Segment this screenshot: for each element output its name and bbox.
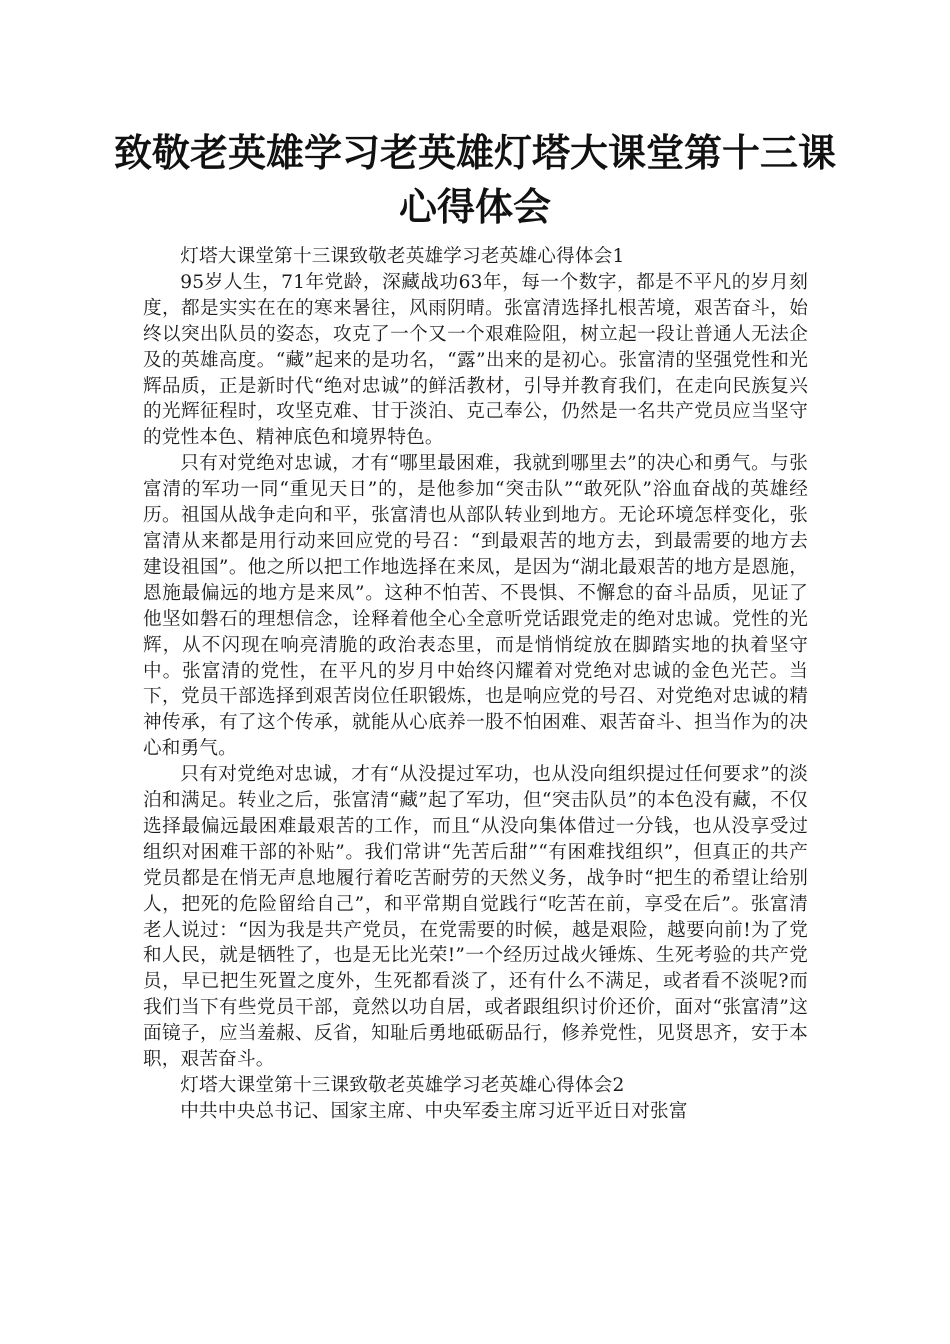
- paragraph: 只有对党绝对忠诚，才有“从没提过军功，也从没向组织提过任何要求”的淡泊和满足。转业之后，张富清“藏”起了军功，但“突击队员”的本色没有藏，不仅选择最偏远最困难最艰苦的工作，而且“从没向集体借过一分钱，也从没享受过组织对困难干部的补贴”。我们常讲“先苦后甜”“有困难找组织”，但真正的共产党员都是在悄无声息地履行着吃苦耐劳的天然义务，战争时“把生的希望让给别人，把死的危险留给自己”，和平常期自觉践行“吃苦在前，享受在后”。张富清老人说过：“因为我是共产党员，在党需要的时候，越是艰险，越要向前!为了党和人民，就是牺牲了，也是无比光荣!”一个经历过战火锤炼、生死考验的共产党员，早已把生死置之度外，生死都看淡了，还有什么不满足，或者看不淡呢?而我们当下有些党员干部，竟然以功自居，或者跟组织讨价还价，面对“张富清”这面镜子，应当羞赧、反省，知耻后勇地砥砺品行，修养党性，见贤思齐，安于本职，艰苦奋斗。: [143, 764, 808, 1071]
- paragraph: 只有对党绝对忠诚，才有“哪里最困难，我就到哪里去”的决心和勇气。与张富清的军功一同“重见天日”的，是他参加“突击队”“敢死队”浴血奋战的英雄经历。祖国从战争走向和平，张富清也从部队转业到地方。无论环境怎样变化，张富清从来都是用行动来回应党的号召：“到最艰苦的地方去，到最需要的地方去建设祖国”。他之所以把工作地选择在来凤，是因为“湖北最艰苦的地方是恩施，恩施最偏远的地方是来凤”。这种不怕苦、不畏惧、不懈怠的奋斗品质，见证了他坚如磐石的理想信念，诠释着他全心全意听党话跟党走的绝对忠诚。党性的光辉，从不闪现在响亮清脆的政治表态里，而是悄悄绽放在脚踏实地的执着坚守中。张富清的党性，在平凡的岁月中始终闪耀着对党绝对忠诚的金色光芒。当下，党员干部选择到艰苦岗位任职锻炼，也是响应党的号召、对党绝对忠诚的精神传承，有了这个传承，就能从心底养一股不怕困难、艰苦奋斗、担当作为的决心和勇气。: [143, 453, 808, 760]
- section-heading-2: 灯塔大课堂第十三课致敬老英雄学习老英雄心得体会2: [180, 1075, 625, 1096]
- section-heading-1: 灯塔大课堂第十三课致敬老英雄学习老英雄心得体会1: [180, 246, 625, 267]
- paragraph: 中共中央总书记、国家主席、中央军委主席习近平近日对张富: [180, 1100, 688, 1122]
- document-body: [143, 244, 808, 1125]
- document-title: 致敬老英雄学习老英雄灯塔大课堂第十三课心得体会: [113, 131, 836, 229]
- paragraph: 95岁人生，71年党龄，深藏战功63年，每一个数字，都是不平凡的岁月刻度，都是实实在在的寒来暑往，风雨阴晴。张富清选择扎根苦境，艰苦奋斗，始终以突出队员的姿态，攻克了一个又一个艰难险阻，树立起一段让普通人无法企及的英雄高度。“藏”起来的是功名，“露”出来的是初心。张富清的坚强党性和光辉品质，正是新时代“绝对忠诚”的鲜活教材，引导并教育我们，在走向民族复兴的光辉征程时，攻坚克难、甘于淡泊、克己奉公，仍然是一名共产党员应当坚守的党性本色、精神底色和境界特色。: [143, 271, 808, 449]
